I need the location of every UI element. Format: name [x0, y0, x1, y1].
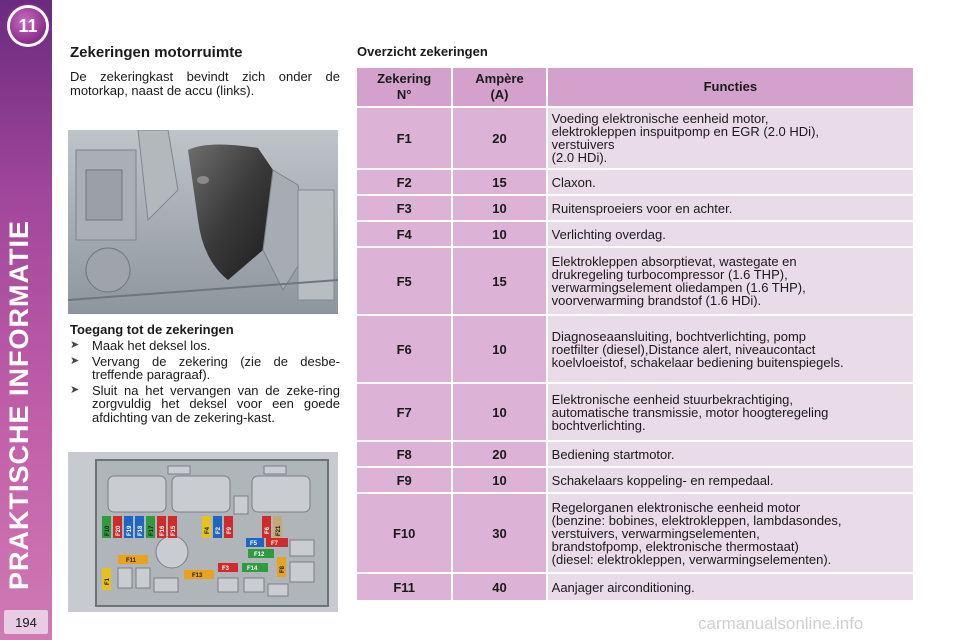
function-line: verstuivers, verwarmingselementen,	[551, 525, 760, 541]
table-row	[357, 170, 913, 194]
fuse-table	[355, 66, 915, 602]
function-line: (2.0 HDi).	[551, 150, 608, 165]
table-title: Overzicht zekeringen	[357, 44, 488, 59]
fuse-label: F17	[149, 525, 155, 536]
table-row	[357, 108, 913, 168]
function-line: Aanjager airconditioning.	[551, 579, 695, 595]
fuse-number-cell: F11	[357, 574, 451, 600]
chapter-vertical-title: PRAKTISCHE INFORMATIE	[4, 220, 34, 590]
fuse-number-cell: F7	[357, 384, 451, 440]
ampere-cell: 10	[453, 222, 545, 246]
watermark: carmanualsonline.info	[698, 614, 864, 633]
function-line: (benzine: bobines, elektrokleppen, lambdasondes,	[551, 512, 842, 528]
arrow-right-icon: ➤	[70, 354, 80, 367]
fuse-label: F8	[280, 565, 286, 573]
fuse-label: F13	[192, 573, 203, 579]
table-row	[357, 316, 913, 382]
function-line: Verlichting overdag.	[551, 226, 666, 242]
chapter-number-badge: 11	[10, 8, 46, 44]
table-row	[357, 248, 913, 314]
function-line: verstuivers	[551, 137, 615, 152]
header-amp	[453, 68, 545, 106]
function-line: (diesel: elektrokleppen, verwarmingselementen).	[551, 551, 832, 567]
function-cell	[548, 196, 913, 220]
arrow-right-icon: ➤	[70, 339, 80, 351]
fuse-number-cell: F4	[357, 222, 451, 246]
table-row	[357, 196, 913, 220]
function-cell	[548, 384, 913, 440]
ampere-cell: 10	[453, 468, 545, 492]
ampere-cell: 10	[453, 384, 545, 440]
fuse-label: F20	[116, 525, 122, 536]
step-text: Vervang de zekering (zie de desbe-treffende paragraaf).	[92, 353, 340, 382]
arrow-right-icon: ➤	[70, 383, 80, 396]
section-title: Zekeringen motorruimte	[70, 44, 243, 61]
fuse-table-body	[357, 108, 913, 600]
ampere-cell: 20	[453, 108, 545, 168]
function-line: Bediening startmotor.	[551, 446, 675, 462]
ampere-cell: 20	[453, 442, 545, 466]
table-row	[357, 442, 913, 466]
fuse-label: F19	[127, 525, 133, 536]
function-line: Elektronische eenheid stuurbekrachtiging,	[551, 391, 794, 407]
function-line: koelvloeistof, schakelaar bediening buitenspiegels.	[551, 354, 844, 370]
function-cell	[548, 574, 913, 600]
function-line: roetfilter (diesel),Distance alert, niveaucontact	[551, 341, 816, 357]
fuse-number-cell: F1	[357, 108, 451, 168]
function-line: voorverwarming brandstof (1.6 HDi).	[551, 293, 762, 308]
ampere-cell: 10	[453, 196, 545, 220]
page-number: 194	[4, 610, 48, 634]
access-subtitle: Toegang tot de zekeringen	[70, 322, 234, 337]
function-line: elektrokleppen inspuitpomp en EGR (2.0 HDi),	[551, 124, 820, 139]
fuse-label: F6	[265, 526, 271, 534]
function-cell	[548, 222, 913, 246]
table-header-row	[357, 68, 913, 106]
fuse-label: F12	[254, 552, 265, 558]
ampere-cell: 30	[453, 494, 545, 572]
fuse-label: F15	[171, 525, 177, 536]
fuse-label: F16	[160, 525, 166, 536]
function-line: drukregeling turbocompressor (1.6 THP),	[551, 267, 788, 282]
function-cell	[548, 494, 913, 572]
function-line: Regelorganen elektronische eenheid motor	[551, 499, 801, 515]
table-row	[357, 468, 913, 492]
header-amp-line2: (A)	[490, 87, 509, 102]
fuse-number-cell: F9	[357, 468, 451, 492]
fuse-number-cell: F5	[357, 248, 451, 314]
function-cell	[548, 108, 913, 168]
table-row	[357, 222, 913, 246]
table-row	[357, 494, 913, 572]
function-line: bochtverlichting.	[551, 417, 646, 433]
ampere-cell: 10	[453, 316, 545, 382]
function-line: automatische transmissie, motor hoogteregeling	[551, 404, 829, 420]
fuse-label: F3	[222, 566, 230, 572]
table-row	[357, 384, 913, 440]
fuse-label: F18	[138, 525, 144, 536]
function-line: Voeding elektronische eenheid motor,	[551, 111, 769, 126]
fuse-number-cell: F10	[357, 494, 451, 572]
chapter-sidebar	[0, 0, 52, 640]
header-fuse-line2: N°	[396, 87, 412, 102]
fuse-label: F1	[105, 577, 111, 585]
fuse-number-cell: F2	[357, 170, 451, 194]
header-fuse-line1: Zekering	[377, 71, 432, 86]
step-text: Maak het deksel los.	[92, 338, 211, 353]
fuse-box-diagram	[68, 452, 338, 612]
function-cell	[548, 248, 913, 314]
fuse-label: F2	[216, 526, 222, 534]
function-cell	[548, 170, 913, 194]
table-row	[357, 574, 913, 600]
fuse-label: F11	[126, 558, 137, 564]
function-line: verwarmingselement oliedampen (1.6 THP),	[551, 280, 806, 295]
fuse-label: F10	[105, 525, 111, 536]
header-amp-line1: Ampère	[475, 71, 524, 86]
ampere-cell: 40	[453, 574, 545, 600]
header-fuse	[357, 68, 451, 106]
fuse-label: F7	[271, 541, 279, 547]
fuse-number-cell: F3	[357, 196, 451, 220]
fuse-label: F9	[227, 526, 233, 534]
step-item	[70, 384, 340, 425]
step-item	[70, 355, 340, 382]
fuse-number-cell: F8	[357, 442, 451, 466]
ampere-cell: 15	[453, 170, 545, 194]
step-item	[70, 339, 340, 353]
function-line: Elektrokleppen absorptievat, wastegate en	[551, 254, 797, 269]
function-line: Diagnoseaansluiting, bochtverlichting, pomp	[551, 328, 807, 344]
function-line: brandstofpomp, elektronische thermostaat)	[551, 538, 799, 554]
function-line: Claxon.	[551, 174, 596, 190]
function-line: Schakelaars koppeling- en rempedaal.	[551, 472, 774, 488]
engine-bay-photo	[68, 130, 338, 314]
function-cell	[548, 442, 913, 466]
function-cell	[548, 468, 913, 492]
fuse-label: F21	[276, 525, 282, 536]
header-functions: Functies	[548, 68, 913, 106]
step-text: Sluit na het vervangen van de zeke-ring zorgvuldig het deksel voor een goede afdichting van de zekering-kast.	[92, 382, 340, 425]
fuse-label: F4	[205, 526, 211, 534]
function-cell	[548, 316, 913, 382]
function-line: Ruitensproeiers voor en achter.	[551, 200, 733, 216]
ampere-cell: 15	[453, 248, 545, 314]
intro-paragraph: De zekeringkast bevindt zich onder de motorkap, naast de accu (links).	[70, 69, 340, 98]
fuse-label: F5	[250, 541, 258, 547]
fuse-label: F14	[247, 566, 258, 572]
fuse-number-cell: F6	[357, 316, 451, 382]
steps-list	[70, 339, 340, 426]
